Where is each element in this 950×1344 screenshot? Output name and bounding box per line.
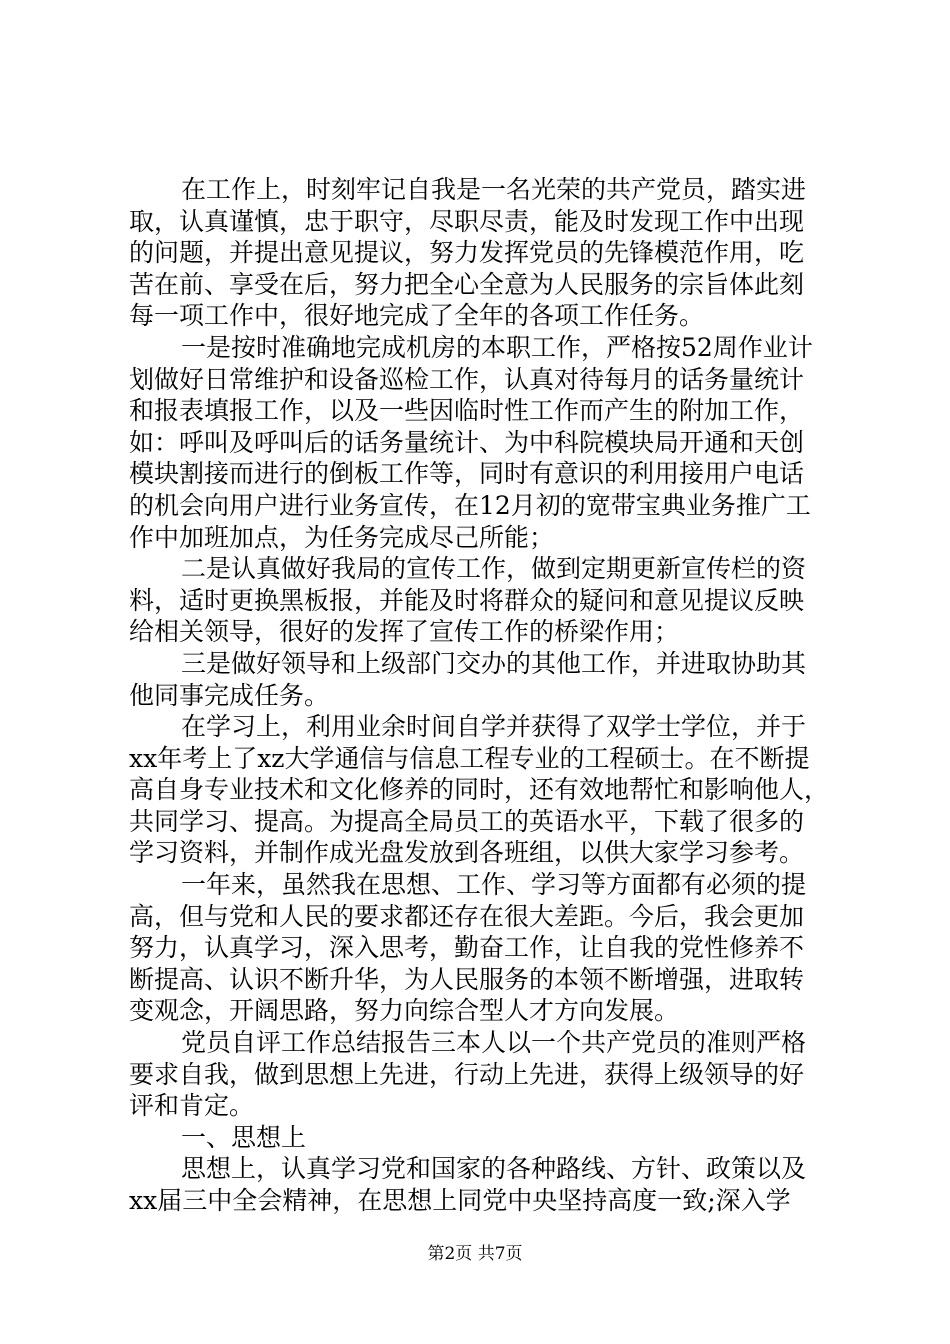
paragraph-line: 一是按时准确地完成机房的本职工作，严格按52周作业计 xyxy=(181,332,813,362)
paragraph-line: 在学习上，利用业余时间自学并获得了双学士学位，并于 xyxy=(181,712,807,742)
paragraph-line: 如：呼叫及呼叫后的话务量统计、为中科院模块局开通和天创 xyxy=(129,427,805,457)
paragraph-line: 要求自我，做到思想上先进，行动上先进，获得上级领导的好 xyxy=(129,1059,805,1089)
paragraph-line: 高，但与党和人民的要求都还存在很大差距。今后，我会更加 xyxy=(129,901,805,931)
paragraph-line: 三是做好领导和上级部门交办的其他工作，并进取协助其 xyxy=(181,648,807,678)
paragraph-line: 努力，认真学习，深入思考，勤奋工作，让自我的党性修养不 xyxy=(129,933,805,963)
paragraph-line: 一年来，虽然我在思想、工作、学习等方面都有必须的提 xyxy=(181,870,807,900)
paragraph-line: 给相关领导，很好的发挥了宣传工作的桥梁作用； xyxy=(129,617,680,647)
paragraph-line: 和报表填报工作，以及一些因临时性工作而产生的附加工作， xyxy=(129,396,805,426)
paragraph-line: 变观念，开阔思路，努力向综合型人才方向发展。 xyxy=(129,996,680,1026)
paragraph-line: xx年考上了xz大学通信与信息工程专业的工程硕士。在不断提 xyxy=(129,743,810,773)
paragraph-line: 的问题，并提出意见提议，努力发挥党员的先锋模范作用，吃 xyxy=(129,238,805,268)
paragraph-line: 在工作上，时刻牢记自我是一名光荣的共产党员，踏实进 xyxy=(181,175,807,204)
paragraph-line: 学习资料，并制作成光盘发放到各班组，以供大家学习参考。 xyxy=(129,838,805,868)
paragraph-line: 思想上，认真学习党和国家的各种路线、方针、政策以及 xyxy=(181,1154,807,1184)
paragraph-line: 模块割接而进行的倒板工作等，同时有意识的利用接用户电话 xyxy=(129,459,805,489)
paragraph-line: 取，认真谨慎，忠于职守，尽职尽责，能及时发现工作中出现 xyxy=(129,206,805,236)
paragraph-line: 二是认真做好我局的宣传工作，做到定期更新宣传栏的资 xyxy=(181,554,807,584)
paragraph-line: 苦在前、享受在后，努力把全心全意为人民服务的宗旨体此刻 xyxy=(129,269,805,299)
paragraph-line: 的机会向用户进行业务宣传，在12月初的宽带宝典业务推广工 xyxy=(129,490,811,520)
paragraph-line: 作中加班加点，为任务完成尽己所能； xyxy=(129,522,555,552)
paragraph-line: 他同事完成任务。 xyxy=(129,680,330,710)
paragraph-line: 料，适时更换黑板报，并能及时将群众的疑问和意见提议反映 xyxy=(129,585,805,615)
page-number-footer: 第2页 共7页 xyxy=(427,1244,523,1264)
section-heading: 一、思想上 xyxy=(181,1122,307,1152)
document-body xyxy=(129,174,839,1217)
paragraph-line: 高自身专业技术和文化修养的同时，还有效地帮忙和影响他人， xyxy=(129,775,830,805)
paragraph-line: 共同学习、提高。为提高全局员工的英语水平，下载了很多的 xyxy=(129,806,805,836)
paragraph-line: 断提高、认识不断升华，为人民服务的本领不断增强，进取转 xyxy=(129,964,805,994)
paragraph-line: 每一项工作中，很好地完成了全年的各项工作任务。 xyxy=(129,301,705,331)
paragraph-line: 评和肯定。 xyxy=(129,1091,255,1121)
paragraph-line: 党员自评工作总结报告三本人以一个共产党员的准则严格 xyxy=(181,1028,807,1058)
paragraph-line: xx届三中全会精神，在思想上同党中央坚持高度一致;深入学 xyxy=(129,1186,791,1215)
paragraph-line: 划做好日常维护和设备巡检工作，认真对待每月的话务量统计 xyxy=(129,364,805,394)
